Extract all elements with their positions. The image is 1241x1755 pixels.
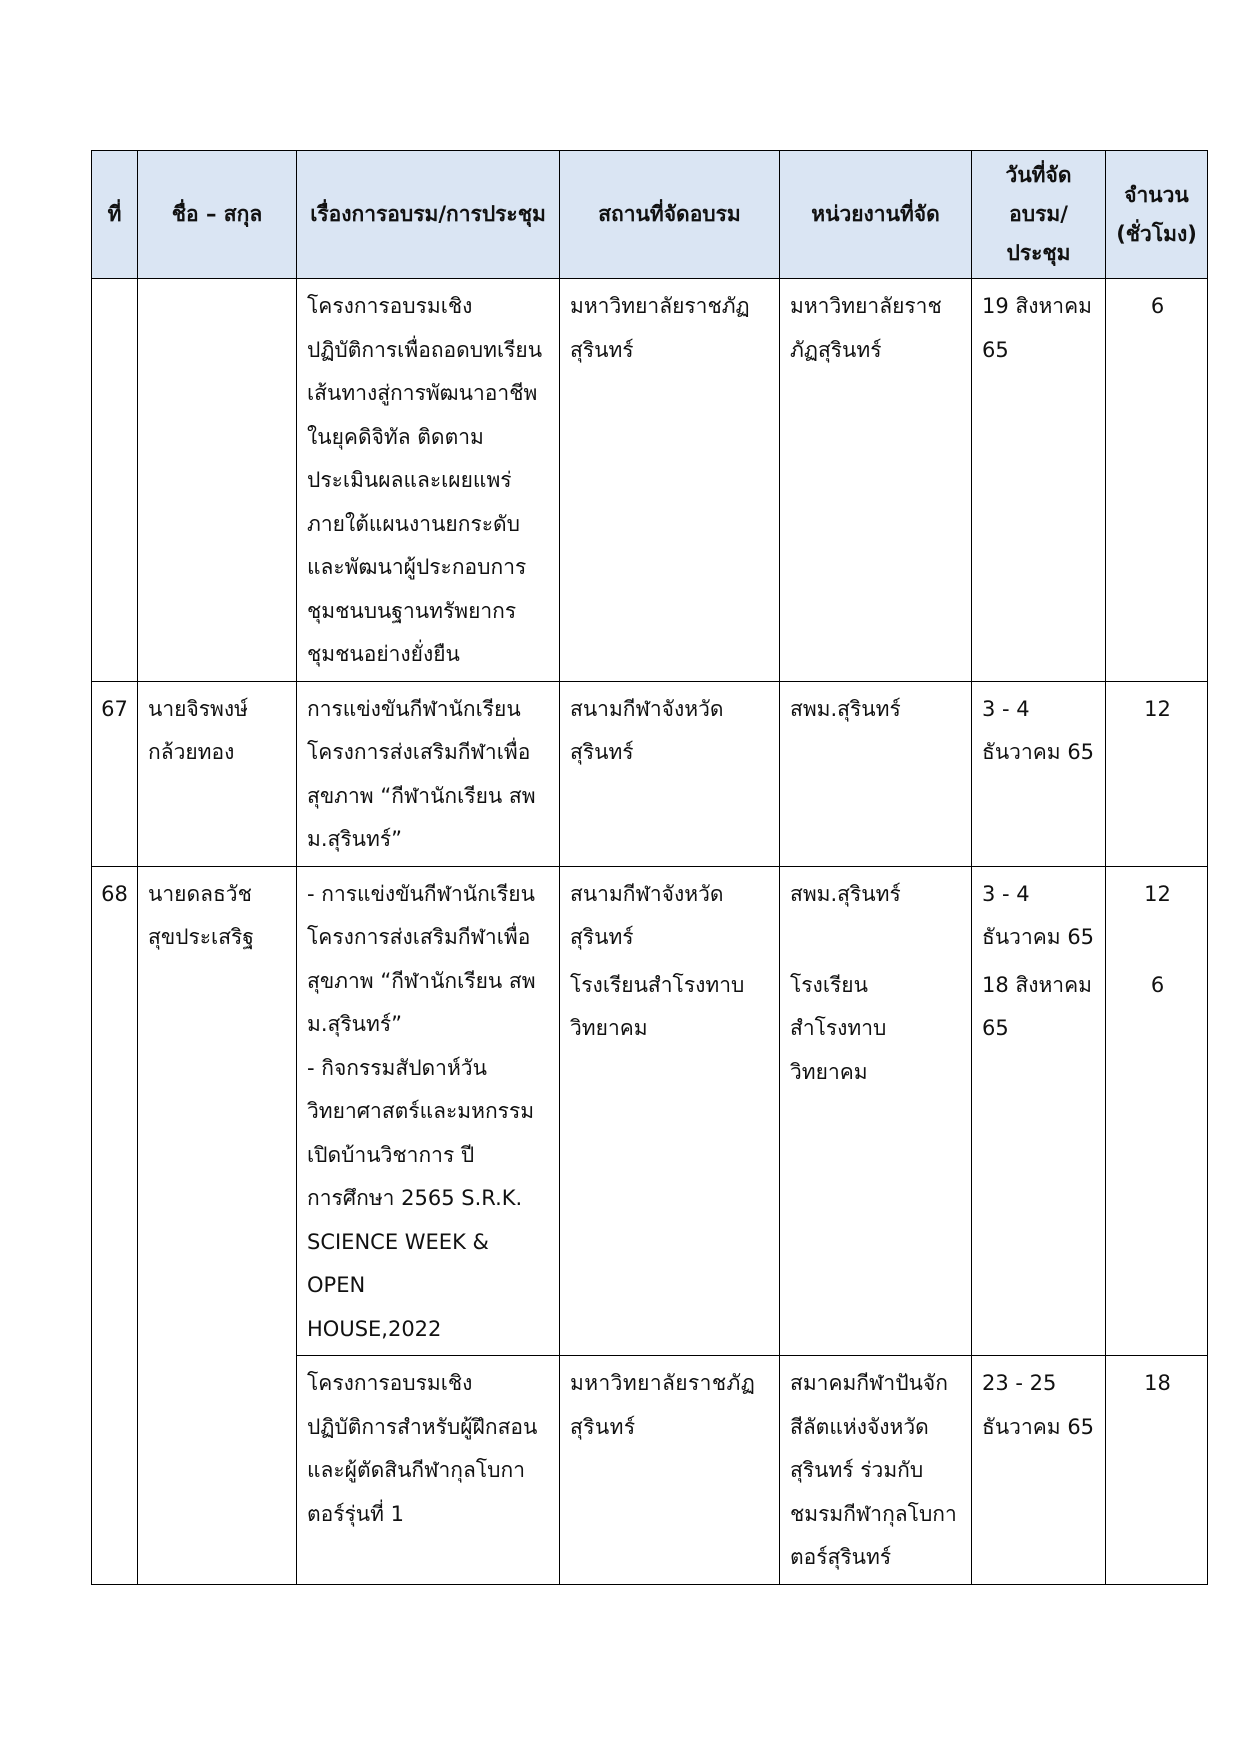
cell-organizer: มหาวิทยาลัยราช ภัฏสุรินทร์ [780, 279, 972, 682]
header-no: ที่ [92, 151, 138, 279]
cell-date: 23 - 25 ธันวาคม 65 [972, 1356, 1106, 1585]
table-row [92, 681, 1208, 866]
header-date: วันที่จัด อบรม/ ประชุม [972, 151, 1106, 279]
cell-hours: 12 [1106, 681, 1208, 866]
venue-entry: โรงเรียนสำโรงทาบ วิทยาคม [570, 972, 745, 1040]
cell-hours [1106, 866, 1208, 1356]
cell-topic: โครงการอบรมเชิง ปฏิบัติการสำหรับผู้ฝึกสอน และผู้ตัดสินกีฬากุลโบกา ตอร์รุ่นที่ 1 [297, 1356, 560, 1585]
date-entry: 18 สิงหาคม 65 [982, 972, 1092, 1040]
organizer-entry: โรงเรียนสำโรงทาบ วิทยาคม [790, 972, 887, 1084]
organizer-entry: สพม.สุรินทร์ [790, 881, 901, 906]
cell-organizer [780, 866, 972, 1356]
cell-no: 67 [92, 681, 138, 866]
date-entry: 3 - 4 ธันวาคม 65 [982, 881, 1095, 949]
header-hours: จำนวน (ชั่วโมง) [1106, 151, 1208, 279]
header-name: ชื่อ – สกุล [138, 151, 297, 279]
cell-date [972, 866, 1106, 1356]
cell-no [92, 279, 138, 682]
table-row [92, 866, 1208, 1356]
training-table [91, 150, 1208, 1585]
cell-name: นายดลธวัช สุขประเสริฐ [138, 866, 297, 1584]
hours-entry: 12 [1144, 881, 1171, 906]
cell-topic: การแข่งขันกีฬานักเรียน โครงการส่งเสริมกีฬาเพื่อ สุขภาพ “กีฬานักเรียน สพ ม.สุรินทร์” [297, 681, 560, 866]
header-row [92, 151, 1208, 279]
header-topic: เรื่องการอบรม/การประชุม [297, 151, 560, 279]
cell-no: 68 [92, 866, 138, 1584]
cell-venue: มหาวิทยาลัยราชภัฏ สุรินทร์ [560, 1356, 780, 1585]
cell-topic: - การแข่งขันกีฬานักเรียน โครงการส่งเสริมกีฬาเพื่อ สุขภาพ “กีฬานักเรียน สพ ม.สุรินทร์” - กิจกรรมสัปดาห์วัน วิทยาศาสตร์และมหกรรม เปิดบ้านวิชาการ ปี การศึกษา 2565 S.R.K. SCIENCE WEEK & OPEN HOUSE,2022 [297, 866, 560, 1356]
hours-entry: 6 [1150, 972, 1165, 997]
cell-organizer: สพม.สุรินทร์ [780, 681, 972, 866]
cell-venue: สนามกีฬาจังหวัด สุรินทร์ [560, 681, 780, 866]
header-organizer: หน่วยงานที่จัด [780, 151, 972, 279]
cell-date: 3 - 4 ธันวาคม 65 [972, 681, 1106, 866]
cell-venue [560, 866, 780, 1356]
cell-organizer: สมาคมกีฬาปันจัก สีลัตแห่งจังหวัด สุรินทร์ ร่วมกับ ชมรมกีฬากุลโบกา ตอร์สุรินทร์ [780, 1356, 972, 1585]
cell-venue: มหาวิทยาลัยราชภัฏ สุรินทร์ [560, 279, 780, 682]
cell-name: นายจิรพงษ์ กล้วยทอง [138, 681, 297, 866]
table-row [92, 279, 1208, 682]
cell-date: 19 สิงหาคม 65 [972, 279, 1106, 682]
cell-topic: โครงการอบรมเชิง ปฏิบัติการเพื่อถอดบทเรียน เส้นทางสู่การพัฒนาอาชีพ ในยุคดิจิทัล ติดตาม ประเมินผลและเผยแพร่ ภายใต้แผนงานยกระดับ และพัฒนาผู้ประกอบการ ชุมชนบนฐานทรัพยากร ชุมชนอย่างยั่งยืน [297, 279, 560, 682]
cell-name [138, 279, 297, 682]
header-venue: สถานที่จัดอบรม [560, 151, 780, 279]
cell-hours: 6 [1106, 279, 1208, 682]
venue-entry: สนามกีฬาจังหวัด สุรินทร์ [570, 881, 724, 949]
cell-hours: 18 [1106, 1356, 1208, 1585]
